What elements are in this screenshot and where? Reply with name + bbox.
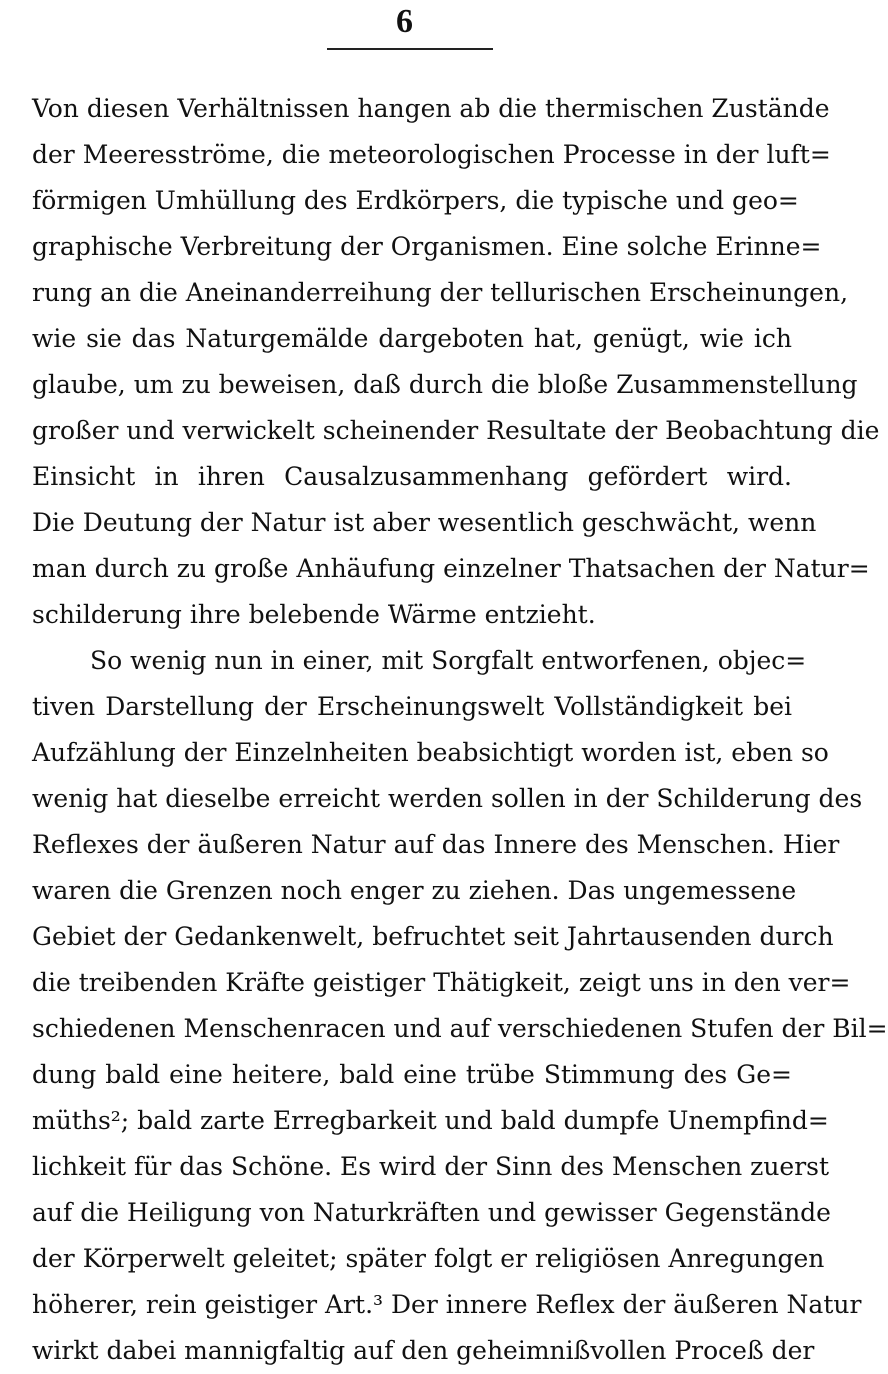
body-text: [32, 86, 888, 1374]
text-line: wenig hat dieselbe erreicht werden sollen in der Schilderung des: [32, 784, 863, 813]
text-line: die treibenden Kräfte geistiger Thätigkeit, zeigt uns in den ver=: [32, 968, 851, 997]
text-line: müths²; bald zarte Erregbarkeit und bald dumpfe Unempfind=: [32, 1106, 829, 1135]
text-line: graphische Verbreitung der Organismen. Eine solche Erinne=: [32, 232, 822, 261]
text-line: auf die Heiligung von Naturkräften und gewisser Gegenstände: [32, 1198, 831, 1227]
text-line: waren die Grenzen noch enger zu ziehen. Das ungemessene: [32, 876, 797, 905]
text-line: Die Deutung der Natur ist aber wesentlich geschwächt, wenn: [32, 508, 817, 537]
text-line: förmigen Umhüllung des Erdkörpers, die typische und geo=: [32, 186, 799, 215]
text-line: glaube, um zu beweisen, daß durch die bloße Zusammenstellung: [32, 370, 858, 399]
text-line: Reflexes der äußeren Natur auf das Innere des Menschen. Hier: [32, 830, 840, 859]
header-rule: [327, 48, 493, 50]
text-line: rung an die Aneinanderreihung der tellurischen Erscheinungen,: [32, 278, 849, 307]
text-line: Aufzählung der Einzelnheiten beabsichtigt worden ist, eben so: [32, 738, 829, 767]
page-number: 6: [396, 3, 413, 40]
text-line: dung bald eine heitere, bald eine trübe Stimmung des Ge=: [32, 1060, 792, 1089]
text-line: großer und verwickelt scheinender Resultate der Beobachtung die: [32, 416, 880, 445]
text-line: der Körperwelt geleitet; später folgt er religiösen Anregungen: [32, 1244, 825, 1273]
text-line: tiven Darstellung der Erscheinungswelt Vollständigkeit bei: [32, 692, 792, 721]
text-line: der Meeresströme, die meteorologischen Processe in der luft=: [32, 140, 831, 169]
text-line: höherer, rein geistiger Art.³ Der innere Reflex der äußeren Natur: [32, 1290, 862, 1319]
text-line: lichkeit für das Schöne. Es wird der Sinn des Menschen zuerst: [32, 1152, 830, 1181]
text-line: wirkt dabei mannigfaltig auf den geheimnißvollen Proceß der: [32, 1336, 815, 1365]
text-line: So wenig nun in einer, mit Sorgfalt entworfenen, objec=: [90, 646, 807, 675]
text-line: schiedenen Menschenracen und auf verschiedenen Stufen der Bil=: [32, 1014, 888, 1043]
text-line: Gebiet der Gedankenwelt, befruchtet seit Jahrtausenden durch: [32, 922, 834, 951]
text-line: wie sie das Naturgemälde dargeboten hat, genügt, wie ich: [32, 324, 792, 353]
text-line: man durch zu große Anhäufung einzelner Thatsachen der Natur=: [32, 554, 870, 583]
text-line: Von diesen Verhältnissen hangen ab die thermischen Zustände: [32, 94, 830, 123]
text-line: schilderung ihre belebende Wärme entzieht.: [32, 600, 596, 629]
text-line: Einsicht in ihren Causalzusammenhang gefördert wird.: [32, 462, 792, 491]
